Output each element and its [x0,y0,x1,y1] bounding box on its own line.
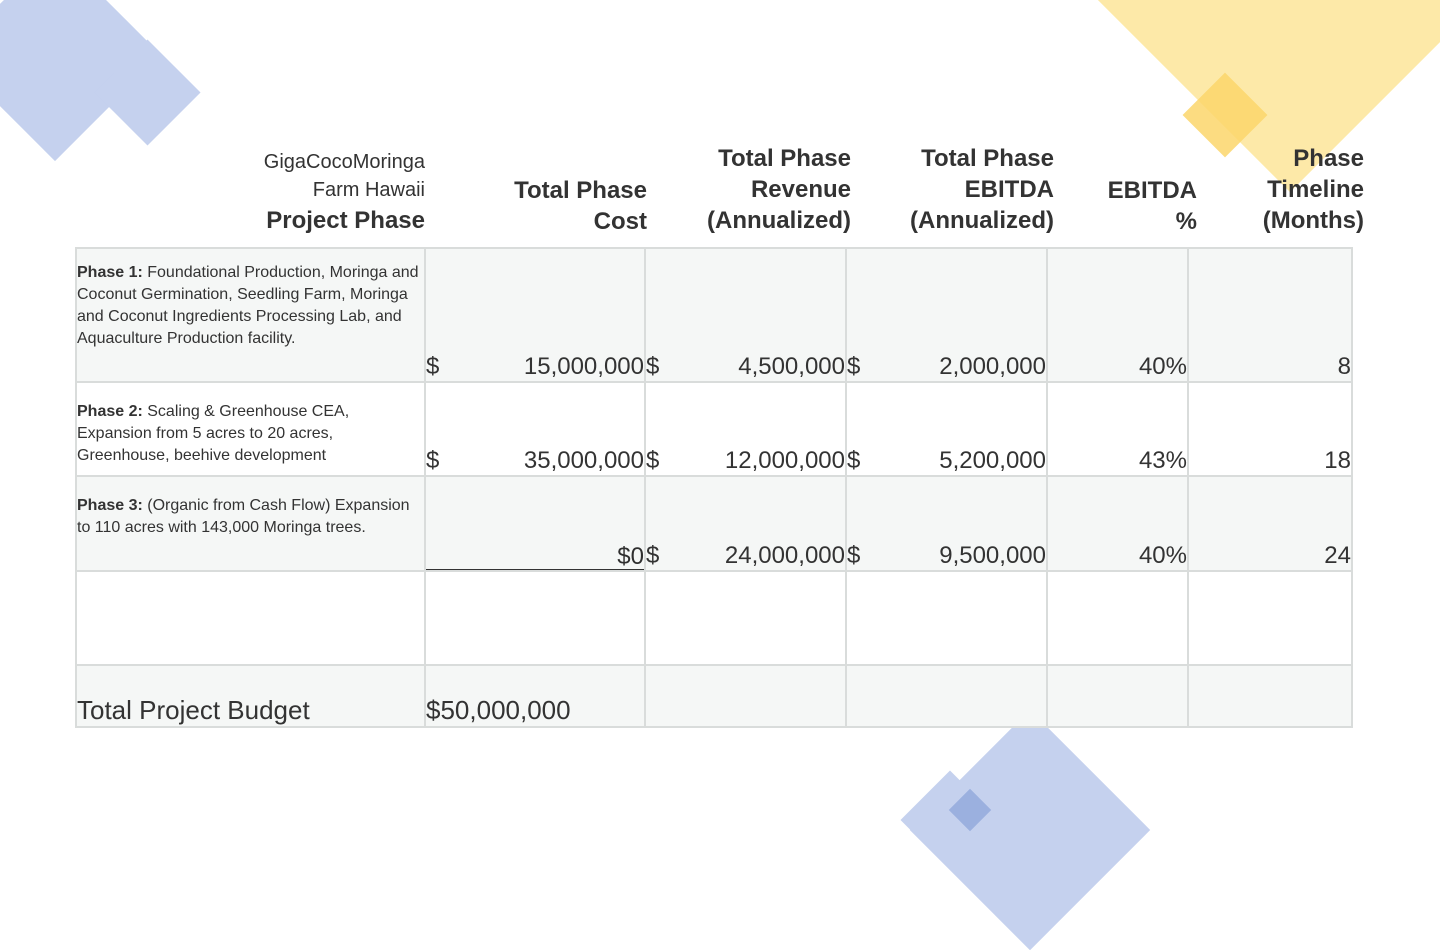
empty-cell [846,571,1047,665]
header-phase-timeline [1200,143,1364,236]
header-ebitda-line1: Total Phase [921,145,1054,172]
phase-1-ebitda-pct: 40% [1047,248,1188,382]
phase-2-label: Phase 2: [77,403,143,420]
total-budget-value: $50,000,000 [425,665,645,727]
table-row-phase-3 [76,476,1352,571]
header-timeline-line2: Timeline [1267,176,1364,203]
empty-cell [425,571,645,665]
currency-symbol: $ [426,447,440,474]
cost-value: 15,000,000 [523,353,644,380]
phase-budget-table [75,247,1353,728]
cost-value: 35,000,000 [523,447,644,474]
phase-3-ebitda [846,476,1047,571]
phase-1-revenue [645,248,846,382]
phase-3-text: (Organic from Cash Flow) Expansion to 110 acres with 143,000 Moringa trees. [77,497,410,536]
header-project-phase [80,148,425,236]
phase-1-cost [425,248,645,382]
project-phase-heading: Project Phase [266,207,425,234]
currency-symbol: $ [646,542,660,569]
phase-2-description [76,382,425,476]
header-total-ebitda [855,143,1054,236]
empty-cell [1047,571,1188,665]
phase-1-months: 8 [1188,248,1352,382]
empty-cell [1188,571,1352,665]
header-revenue-line2: Revenue [750,176,851,203]
revenue-value: 4,500,000 [738,353,845,380]
header-revenue-line3: (Annualized) [707,207,851,234]
header-total-cost [430,175,647,237]
phase-2-revenue [645,382,846,476]
revenue-value: 24,000,000 [724,542,845,569]
ebitda-value: 2,000,000 [939,353,1046,380]
phase-3-ebitda-pct: 40% [1047,476,1188,571]
phase-3-label: Phase 3: [77,497,143,514]
empty-cell [645,665,846,727]
revenue-value: 12,000,000 [724,447,845,474]
cost-value: $0 [426,545,644,570]
phase-2-ebitda [846,382,1047,476]
table-row-empty [76,571,1352,665]
ebitda-value: 5,200,000 [939,447,1046,474]
header-pct-line2: % [1175,208,1197,235]
currency-symbol: $ [426,353,440,380]
phase-2-months: 18 [1188,382,1352,476]
header-cost-line2: Cost [593,208,647,235]
phase-3-revenue [645,476,846,571]
header-ebitda-percent [1058,175,1197,237]
header-cost-line1: Total Phase [514,177,647,204]
phase-3-months: 24 [1188,476,1352,571]
currency-symbol: $ [646,353,660,380]
phase-1-ebitda [846,248,1047,382]
phase-2-cost [425,382,645,476]
phase-2-text: Scaling & Greenhouse CEA, Expansion from 5 acres to 20 acres, Greenhouse, beehive development [77,403,350,464]
empty-cell [846,665,1047,727]
empty-cell [76,571,425,665]
table-row-phase-1 [76,248,1352,382]
table-row-phase-2 [76,382,1352,476]
empty-cell [1188,665,1352,727]
company-name-line1: GigaCocoMoringa [263,151,425,173]
phase-3-description [76,476,425,571]
phase-1-label: Phase 1: [77,264,143,281]
company-name-line2: Farm Hawaii [312,179,425,201]
phase-1-text: Foundational Production, Moringa and Coconut Germination, Seedling Farm, Moringa and Coconut Ingredients Processing Lab, and Aquaculture Production facility. [77,264,419,347]
table-row-total [76,665,1352,727]
header-revenue-line1: Total Phase [718,145,851,172]
currency-symbol: $ [646,447,660,474]
ebitda-value: 9,500,000 [939,542,1046,569]
currency-symbol: $ [847,447,861,474]
header-total-revenue [652,143,851,236]
phase-2-ebitda-pct: 43% [1047,382,1188,476]
header-ebitda-line2: EBITDA [964,176,1054,203]
phase-1-description [76,248,425,382]
phase-3-cost [425,476,645,571]
empty-cell [1047,665,1188,727]
header-timeline-line1: Phase [1293,145,1364,172]
header-ebitda-line3: (Annualized) [910,207,1054,234]
currency-symbol: $ [847,353,861,380]
empty-cell [645,571,846,665]
header-pct-line1: EBITDA [1107,177,1197,204]
total-budget-label: Total Project Budget [76,665,425,727]
header-timeline-line3: (Months) [1262,207,1364,234]
currency-symbol: $ [847,542,861,569]
